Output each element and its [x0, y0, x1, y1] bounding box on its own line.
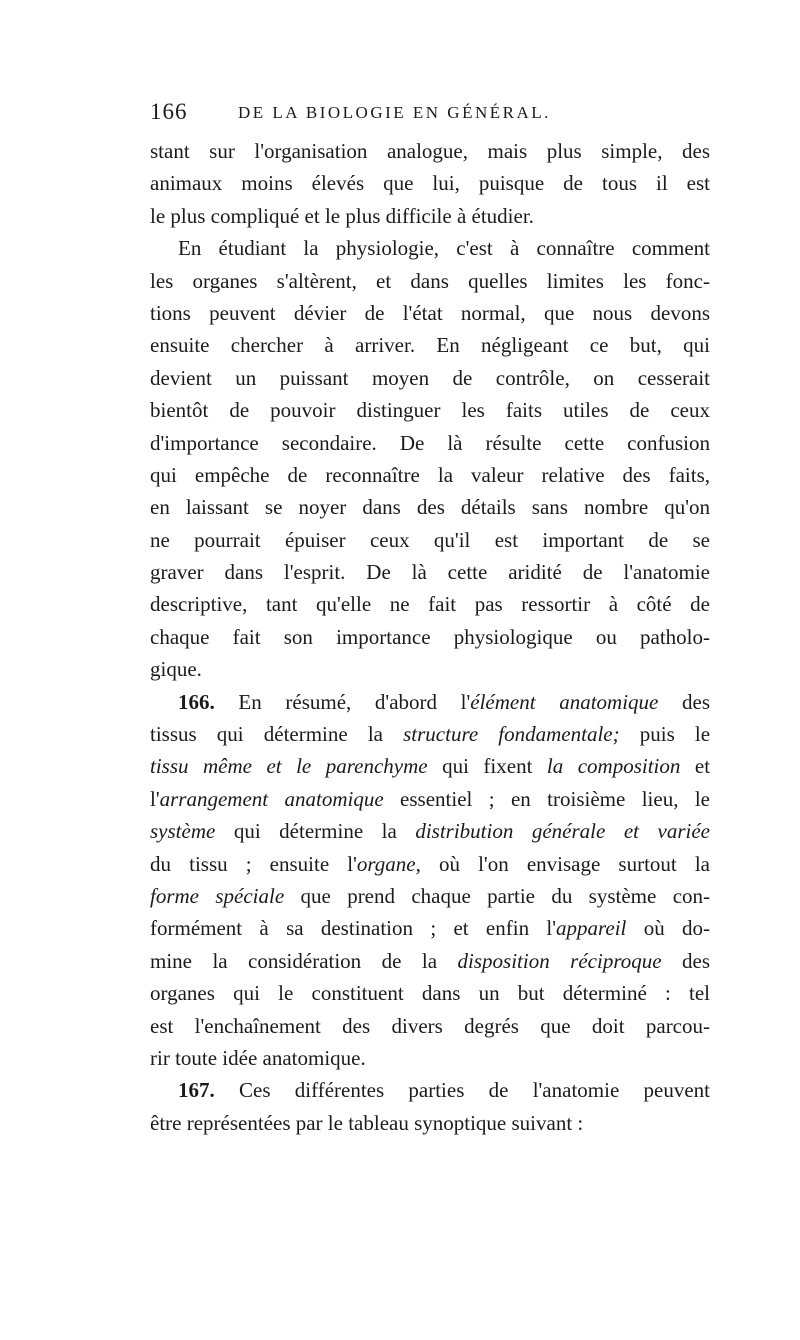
body-text	[150, 135, 710, 1139]
text-line: gique.	[150, 657, 202, 682]
paragraph-166-line: 166. En résumé, d'abord l'élément anatomique des	[178, 689, 710, 714]
text-line: devient un puissant moyen de contrôle, on cesserait	[150, 365, 710, 390]
paragraph-166-line: du tissu ; ensuite l'organe, où l'on envisage surtout la	[150, 851, 710, 876]
paragraph-166-line: est l'enchaînement des divers degrés que doit parcou-	[150, 1013, 710, 1038]
paragraph-166-line: système qui détermine la distribution générale et variée	[150, 819, 710, 844]
text-line: ensuite chercher à arriver. En négligeant ce but, qui	[150, 333, 710, 358]
section-number: 167.	[178, 1078, 215, 1103]
paragraph-166-line: rir toute idée anatomique.	[150, 1045, 366, 1070]
text-line: stant sur l'organisation analogue, mais plus simple, des	[150, 139, 710, 163]
paragraph-166-line: mine la considération de la disposition réciproque des	[150, 948, 710, 973]
paragraph-166-line: l'arrangement anatomique essentiel ; en troisième lieu, le	[150, 786, 710, 811]
page-number: 166	[150, 99, 188, 124]
text-line: graver dans l'esprit. De là cette aridité de l'anatomie	[150, 560, 710, 585]
section-number: 166.	[178, 689, 215, 714]
paragraph-166-line: tissu même et le parenchyme qui fixent la composition et	[150, 754, 710, 779]
text-line: tions peuvent dévier de l'état normal, que nous devons	[150, 300, 710, 325]
paragraph-166-line: forme spéciale que prend chaque partie du système con-	[150, 883, 710, 908]
text-line: le plus compliqué et le plus difficile à étudier.	[150, 203, 534, 228]
paragraph-166-line: organes qui le constituent dans un but déterminé : tel	[150, 981, 710, 1006]
text-line: descriptive, tant qu'elle ne fait pas ressortir à côté de	[150, 592, 710, 617]
text-line: les organes s'altèrent, et dans quelles limites les fonc-	[150, 268, 710, 293]
paragraph-166-line: tissus qui détermine la structure fondamentale; puis le	[150, 722, 710, 747]
paragraph-167-line: 167. Ces différentes parties de l'anatomie peuvent	[178, 1078, 710, 1103]
text-line: chaque fait son importance physiologique ou patholo-	[150, 624, 710, 649]
page-header	[150, 98, 710, 128]
paragraph-167-line: être représentées par le tableau synoptique suivant :	[150, 1110, 584, 1135]
text-line: bientôt de pouvoir distinguer les faits utiles de ceux	[150, 398, 710, 423]
text-line: en laissant se noyer dans des détails sans nombre qu'on	[150, 495, 710, 520]
paragraph-166-line: formément à sa destination ; et enfin l'appareil où do-	[150, 916, 710, 941]
text-line: animaux moins élevés que lui, puisque de tous il est	[150, 171, 710, 196]
text-line: En étudiant la physiologie, c'est à connaître comment	[178, 236, 710, 261]
running-title: DE LA BIOLOGIE EN GÉNÉRAL.	[238, 103, 551, 122]
text-line: qui empêche de reconnaître la valeur relative des faits,	[150, 462, 710, 487]
text-line: d'importance secondaire. De là résulte cette confusion	[150, 430, 710, 455]
text-line: ne pourrait épuiser ceux qu'il est important de se	[150, 527, 710, 552]
